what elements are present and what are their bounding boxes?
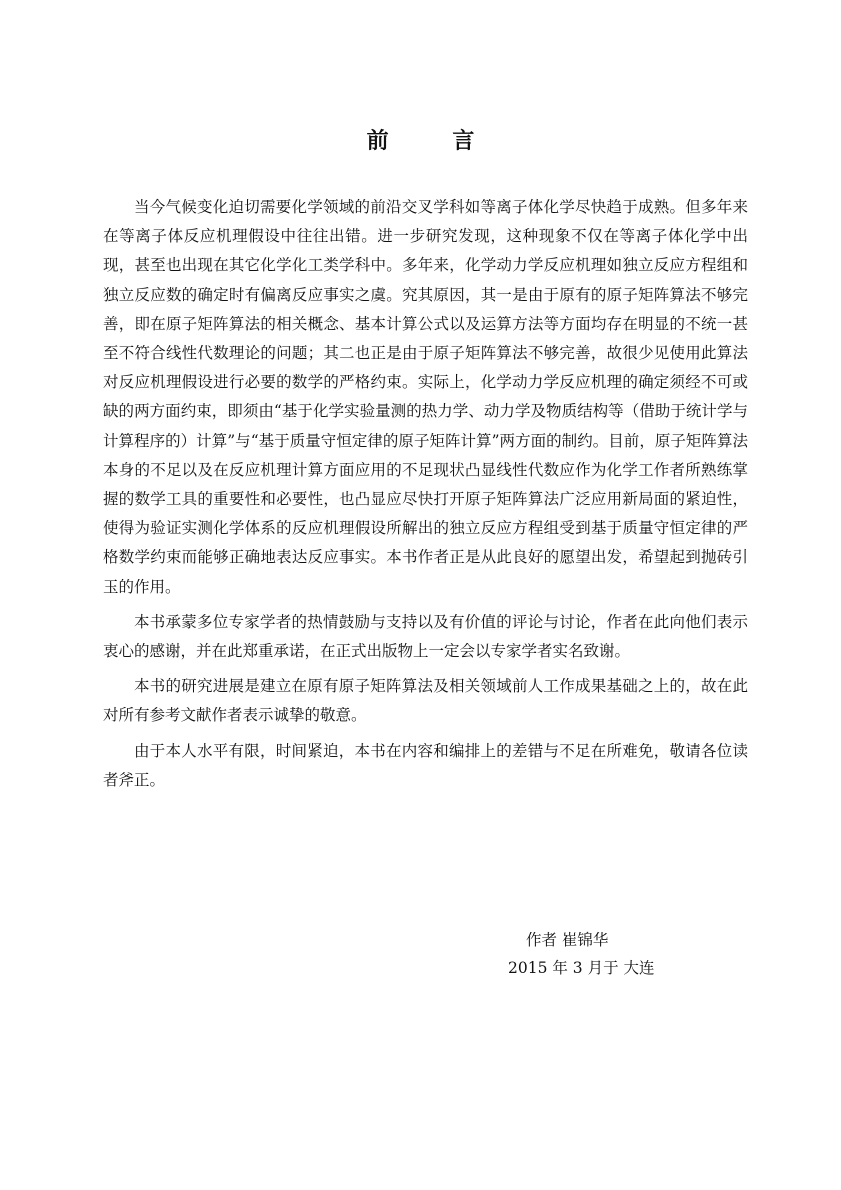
paragraph-1: 当今气候变化迫切需要化学领域的前沿交叉学科如等离子体化学尽快趋于成熟。但多年来在等离子体反应机理假设中往往出错。进一步研究发现，这种现象不仅在等离子体化学中出现，甚至也出现在其它化学化工类学科中。多年来，化学动力学反应机理如独立反应方程组和独立反应数的确定时有偏离反应事实之虞。究其原因，其一是由于原有的原子矩阵算法不够完善，即在原子矩阵算法的相关概念、基本计算公式以及运算方法等方面均存在明显的不统一甚至不符合线性代数理论的问题；其二也正是由于原子矩阵算法不够完善，故很少见使用此算法对反应机理假设进行必要的数学的严格约束。实际上，化学动力学反应机理的确定须经不可或缺的两方面约束，即须由“基于化学实验量测的热力学、动力学及物质结构等（借助于统计学与计算程序的）计算”与“基于质量守恒定律的原子矩阵计算”两方面的制约。目前，原子矩阵算法本身的不足以及在反应机理计算方面应用的不足现状凸显线性代数应作为化学工作者所熟练掌握的数学工具的重要性和必要性，也凸显应尽快打开原子矩阵算法广泛应用新局面的紧迫性，使得为验证实测化学体系的反应机理假设所解出的独立反应方程组受到基于质量守恒定律的严格数学约束而能够正确地表达反应事实。本书作者正是从此良好的愿望出发，希望起到抛砖引玉的作用。 bbox=[103, 198, 748, 596]
paragraph-3: 本书的研究进展是建立在原有原子矩阵算法及相关领域前人工作成果基础之上的，故在此对所有参考文献作者表示诚挚的敬意。 bbox=[103, 677, 748, 725]
paragraph-2: 本书承蒙多位专家学者的热情鼓励与支持以及有价值的评论与讨论，作者在此向他们表示衷心的感谢，并在此郑重承诺，在正式出版物上一定会以专家学者实名致谢。 bbox=[103, 612, 748, 661]
signature-block bbox=[500, 926, 760, 982]
paragraph-4: 由于本人水平有限，时间紧迫，本书在内容和编排上的差错与不足在所难免，敬请各位读者斧正。 bbox=[103, 741, 748, 789]
author-signature: 作者 崔锦华 bbox=[526, 931, 609, 949]
date-place: 2015 年 3 月于 大连 bbox=[508, 959, 655, 977]
preface-body bbox=[103, 193, 748, 801]
page-title: 前 言 bbox=[366, 128, 503, 154]
